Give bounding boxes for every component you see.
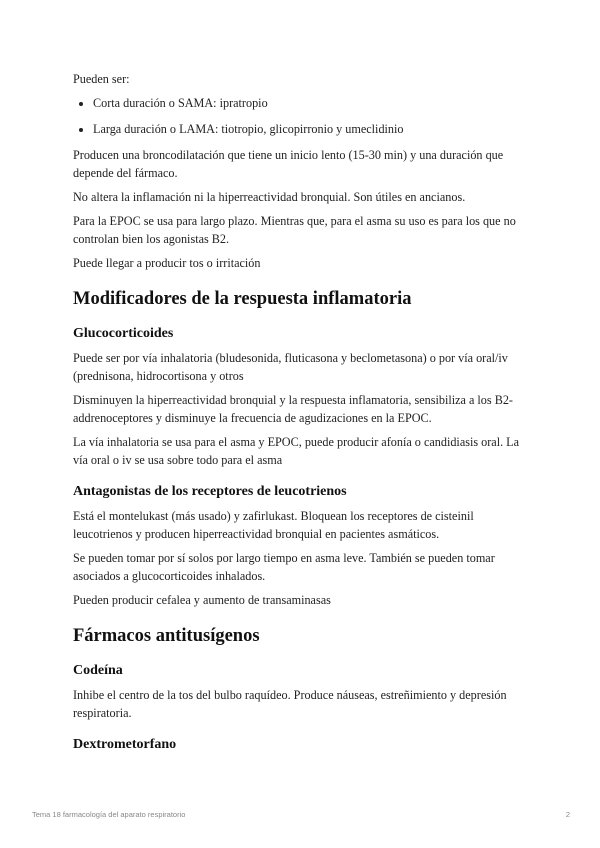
- paragraph: Para la EPOC se usa para largo plazo. Mientras que, para el asma su uso es para los que no controlan bien los agonistas B2.: [73, 214, 516, 246]
- subsection-heading: Codeína: [73, 663, 123, 678]
- paragraph: Disminuyen la hiperreactividad bronquial y la respuesta inflamatoria, sensibiliza a los B2-addrenoceptores y disminuye la frecuencia de agudizaciones en la EPOC.: [73, 393, 513, 425]
- subsection-heading: Dextrometorfano: [73, 737, 177, 752]
- paragraph: Inhibe el centro de la tos del bulbo raquídeo. Produce náuseas, estreñimiento y depresión respiratoria.: [73, 688, 507, 720]
- bullet-list: [73, 94, 533, 138]
- paragraph: Está el montelukast (más usado) y zafirlukast. Bloquean los receptores de cisteinil leucotrienos y producen hiperreactividad bronquial en pacientes asmáticos.: [73, 509, 474, 541]
- intro-text: Pueden ser:: [73, 72, 130, 86]
- section-heading: Modificadores de la respuesta inflamatoria: [73, 289, 412, 309]
- subsection-heading: Glucocorticoides: [73, 326, 174, 341]
- paragraph: No altera la inflamación ni la hiperreactividad bronquial. Son útiles en ancianos.: [73, 190, 466, 204]
- document-page: [73, 70, 533, 760]
- section-heading: Fármacos antitusígenos: [73, 626, 260, 646]
- paragraph: Se pueden tomar por sí solos por largo tiempo en asma leve. También se pueden tomar asociados a glucocorticoides inhalados.: [73, 551, 495, 583]
- list-item: • Corta duración o SAMA: ipratropio: [93, 94, 533, 112]
- subsection-heading: Antagonistas de los receptores de leucotrienos: [73, 484, 347, 499]
- paragraph: Producen una broncodilatación que tiene un inicio lento (15-30 min) y una duración que depende del fármaco.: [73, 148, 504, 180]
- paragraph: La vía inhalatoria se usa para el asma y EPOC, puede producir afonía o candidiasis oral. La vía oral o iv se usa sobre todo para el asma: [73, 435, 520, 467]
- footer-title: Tema 18 farmacología del aparato respiratorio: [32, 810, 186, 819]
- list-item: • Larga duración o LAMA: tiotropio, glicopirronio y umeclidinio: [93, 120, 533, 138]
- page-number: 2: [565, 810, 570, 819]
- paragraph: Puede ser por vía inhalatoria (bludesonida, fluticasona y beclometasona) o por vía oral/iv (prednisona, hidrocortisona y otros: [73, 351, 508, 383]
- paragraph: Puede llegar a producir tos o irritación: [73, 256, 261, 270]
- paragraph: Pueden producir cefalea y aumento de transaminasas: [73, 593, 331, 607]
